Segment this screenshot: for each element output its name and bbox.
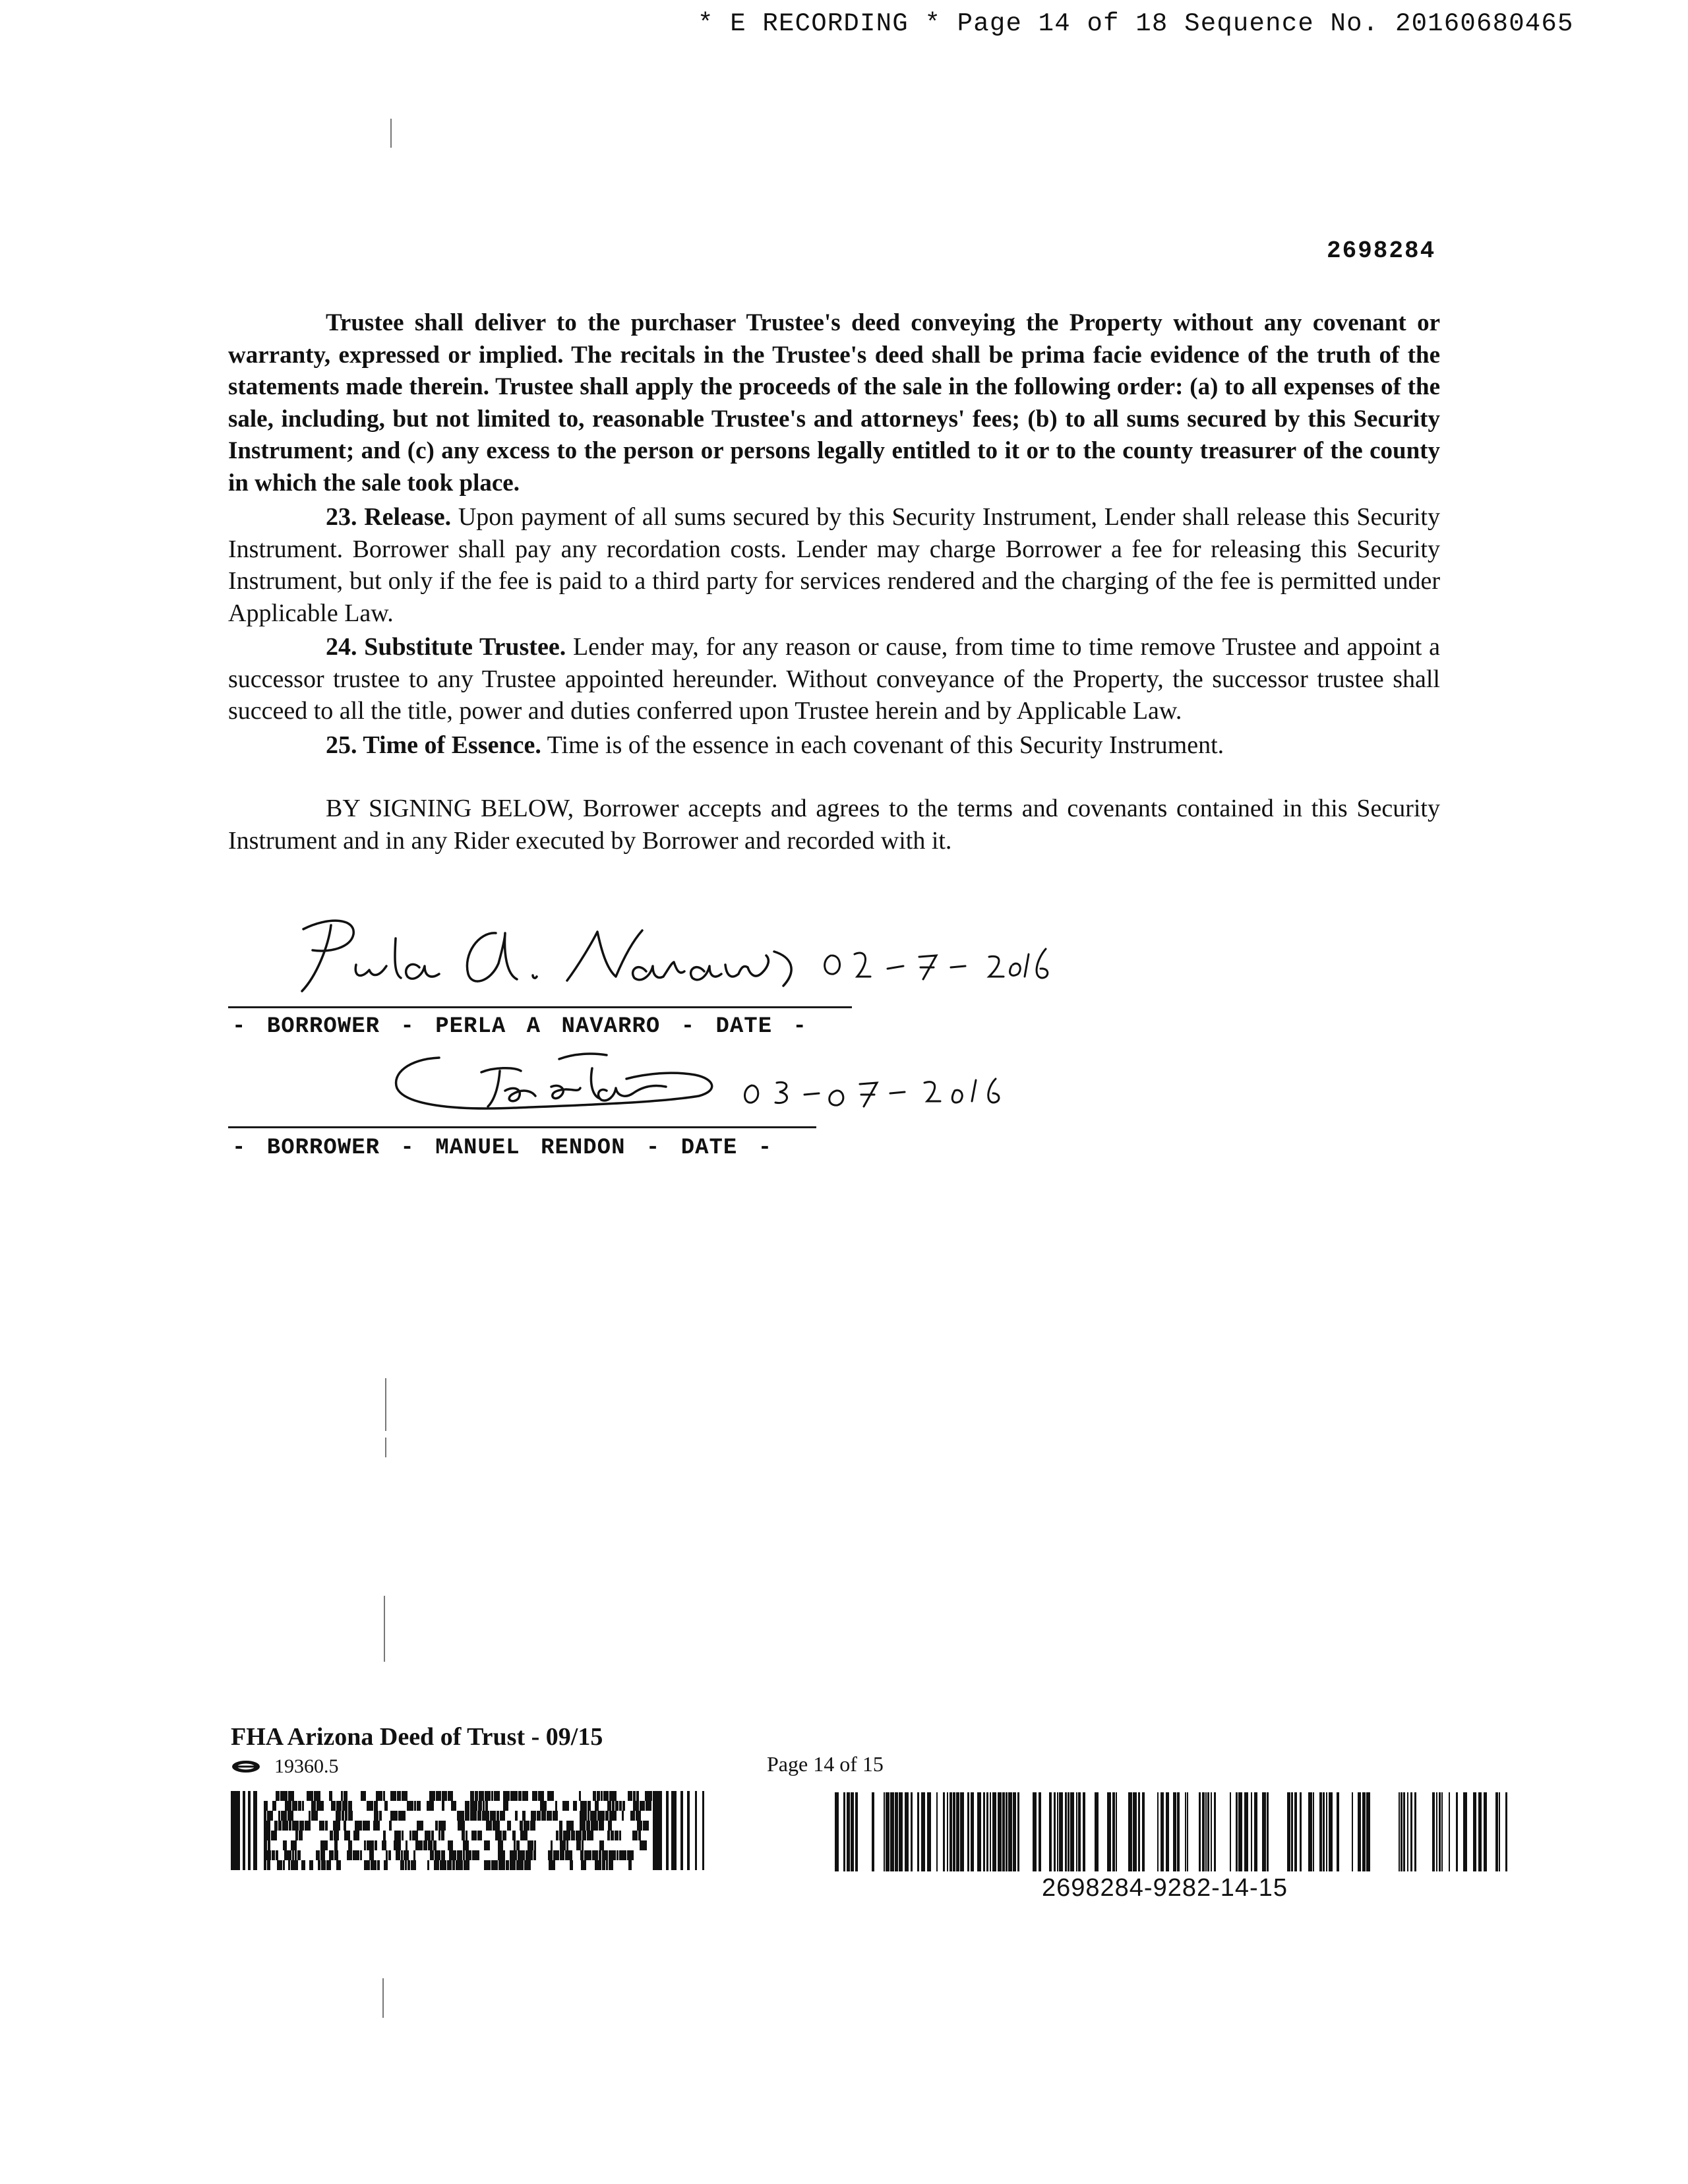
- signature-perla-navarro: [290, 913, 1081, 1006]
- section-heading: 25. Time of Essence.: [326, 731, 541, 759]
- document-body: [228, 307, 1440, 857]
- scan-mark: [385, 1378, 386, 1431]
- pdf417-barcode: [231, 1791, 714, 1870]
- scan-mark: [390, 119, 392, 148]
- section-heading: 23. Release.: [326, 503, 452, 531]
- signature-line-1: [228, 1006, 852, 1008]
- recording-header: * E RECORDING * Page 14 of 18 Sequence No. 20160680465: [698, 9, 1574, 38]
- document-number: 2698284: [1327, 237, 1436, 264]
- barcode-number: 2698284-9282-14-15: [1042, 1874, 1288, 1902]
- section-23-release: [228, 501, 1440, 629]
- section-25-time-of-essence: [228, 729, 1440, 762]
- scan-mark: [382, 1978, 384, 2018]
- section-heading: 24. Substitute Trustee.: [326, 633, 566, 661]
- scan-mark: [384, 1596, 385, 1662]
- scan-mark: [385, 1438, 386, 1457]
- page-indicator: Page 14 of 15: [767, 1752, 884, 1776]
- section-text: Upon payment of all sums secured by this Security Instrument, Lender shall release this Security Instrument. Borrower shall pay any recordation costs. Lender may charge Borrower a fee for releasing this Security Instrument, but only if the fee is paid to a third party for services rendered and the charging of the fee is permitted under Applicable Law.: [228, 503, 1440, 627]
- signing-statement: BY SIGNING BELOW, Borrower accepts and agrees to the terms and covenants contained in this Security Instrument and in any Rider executed by Borrower and recorded with it.: [228, 795, 1440, 855]
- form-code: 19360.5: [274, 1755, 339, 1777]
- ellie-mae-logo-icon: [231, 1759, 261, 1774]
- signature-manuel-rendon: [382, 1047, 1015, 1120]
- form-code-row: [231, 1755, 339, 1778]
- signature-label-2: - BORROWER - MANUEL RENDON - DATE -: [232, 1136, 773, 1161]
- section-text: Lender may, for any reason or cause, from time to time remove Trustee and appoint a successor trustee to any Trustee appointed hereunder. Without conveyance of the Property, the successor trustee shall succeed to all the title, power and duties conferred upon Trustee herein and by Applicable Law.: [228, 633, 1440, 725]
- trustee-deed-paragraph: Trustee shall deliver to the purchaser Trustee's deed conveying the Property without any covenant or warranty, expressed or implied. The recitals in the Trustee's deed shall be prima facie evidence of the truth of the statements made therein. Trustee shall apply the proceeds of the sale in the following order: (a) to all expenses of the sale, including, but not limited to, reasonable Trustee's and attorneys' fees; (b) to all sums secured by this Security Instrument; and (c) any excess to the person or persons legally entitled to it or to the county treasurer of the county in which the sale took place.: [228, 309, 1440, 497]
- section-text: Time is of the essence in each covenant of this Security Instrument.: [541, 731, 1224, 759]
- section-24-substitute-trustee: [228, 631, 1440, 727]
- signature-label-1: - BORROWER - PERLA A NAVARRO - DATE -: [232, 1014, 807, 1039]
- linear-barcode: [835, 1792, 1509, 1871]
- form-title: FHA Arizona Deed of Trust - 09/15: [231, 1723, 603, 1751]
- signature-line-2: [228, 1126, 816, 1128]
